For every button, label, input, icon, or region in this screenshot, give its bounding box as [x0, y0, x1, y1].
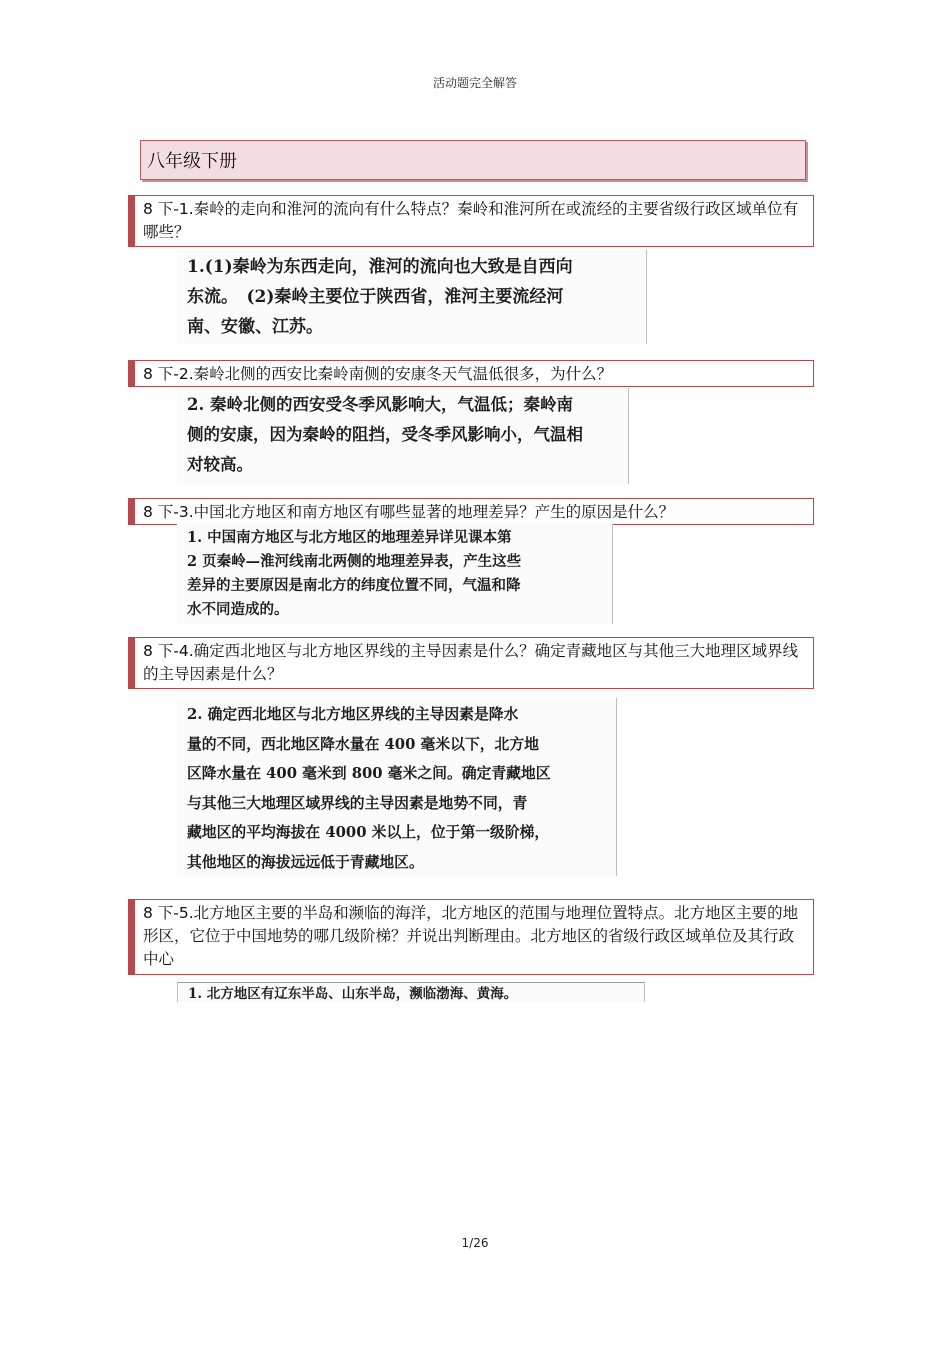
section-title: 八年级下册	[147, 151, 237, 172]
answer-2-line-1: 2. 秦岭北侧的西安受冬季风影响大，气温低；秦岭南	[187, 395, 573, 414]
answer-3-line-3: 差异的主要原因是南北方的纬度位置不同，气温和降	[187, 577, 521, 594]
answer-image-4	[177, 698, 617, 876]
document-header-title: 活动题完全解答	[432, 76, 517, 90]
answer-1-line-2: 东流。 (2)秦岭主要位于陕西省，淮河主要流经河	[187, 287, 564, 307]
answer-4-line-2: 量的不同，西北地区降水量在 400 毫米以下，北方地	[187, 735, 539, 753]
answer-3-line-1: 1. 中国南方地区与北方地区的地理差异详见课本第	[187, 529, 512, 546]
answer-image-3	[177, 524, 613, 624]
question-text-5: 8 下-5.北方地区主要的半岛和濒临的海洋，北方地区的范围与地理位置特点。北方地区主要的地形区，它位于中国地势的哪几级阶梯？并说出判断理由。北方地区的省级行政区域单位及其行政中心	[143, 904, 799, 968]
answer-4-line-4: 与其他三大地理区域界线的主导因素是地势不同，青	[187, 794, 528, 812]
answer-4-line-6: 其他地区的海拔远远低于青藏地区。	[187, 853, 424, 871]
answer-2-line-2: 侧的安康，因为秦岭的阻挡，受冬季风影响小，气温相	[187, 425, 583, 444]
answer-4-line-3: 区降水量在 400 毫米到 800 毫米之间。确定青藏地区	[187, 765, 551, 782]
section-heading-box	[140, 140, 806, 180]
answer-3-line-4: 水不同造成的。	[187, 601, 289, 618]
answer-image-5	[177, 982, 645, 1002]
answer-1-line-3: 南、安徽、江苏。	[187, 317, 323, 337]
question-box-3	[128, 498, 814, 525]
answer-3-line-2: 2 页秦岭—淮河线南北两侧的地理差异表，产生这些	[187, 553, 522, 570]
question-text-3: 8 下-3.中国北方地区和南方地区有哪些显著的地理差异？产生的原因是什么？	[143, 503, 675, 521]
answer-4-line-1: 2. 确定西北地区与北方地区界线的主导因素是降水	[187, 706, 519, 723]
answer-2-line-3: 对较高。	[187, 455, 253, 474]
question-text-1: 8 下-1.秦岭的走向和淮河的流向有什么特点？秦岭和淮河所在或流经的主要省级行政区域单位有哪些？	[143, 200, 799, 241]
question-box-4	[128, 637, 814, 689]
answer-5-line-1: 1. 北方地区有辽东半岛、山东半岛，濒临渤海、黄海。	[188, 986, 518, 1002]
question-box-1	[128, 195, 814, 247]
answer-1-line-1: 1.(1)秦岭为东西走向，淮河的流向也大致是自西向	[187, 257, 573, 277]
question-text-2: 8 下-2.秦岭北侧的西安比秦岭南侧的安康冬天气温低很多，为什么？	[143, 365, 613, 383]
answer-image-1	[177, 250, 647, 344]
question-box-2	[128, 360, 814, 387]
answer-image-2	[177, 388, 629, 484]
question-box-5	[128, 899, 814, 975]
page-number: 1/26	[461, 1236, 489, 1250]
answer-4-line-5: 藏地区的平均海拔在 4000 米以上，位于第一级阶梯，	[187, 824, 550, 841]
question-text-4: 8 下-4.确定西北地区与北方地区界线的主导因素是什么？确定青藏地区与其他三大地理区域界线的主导因素是什么？	[143, 642, 799, 683]
